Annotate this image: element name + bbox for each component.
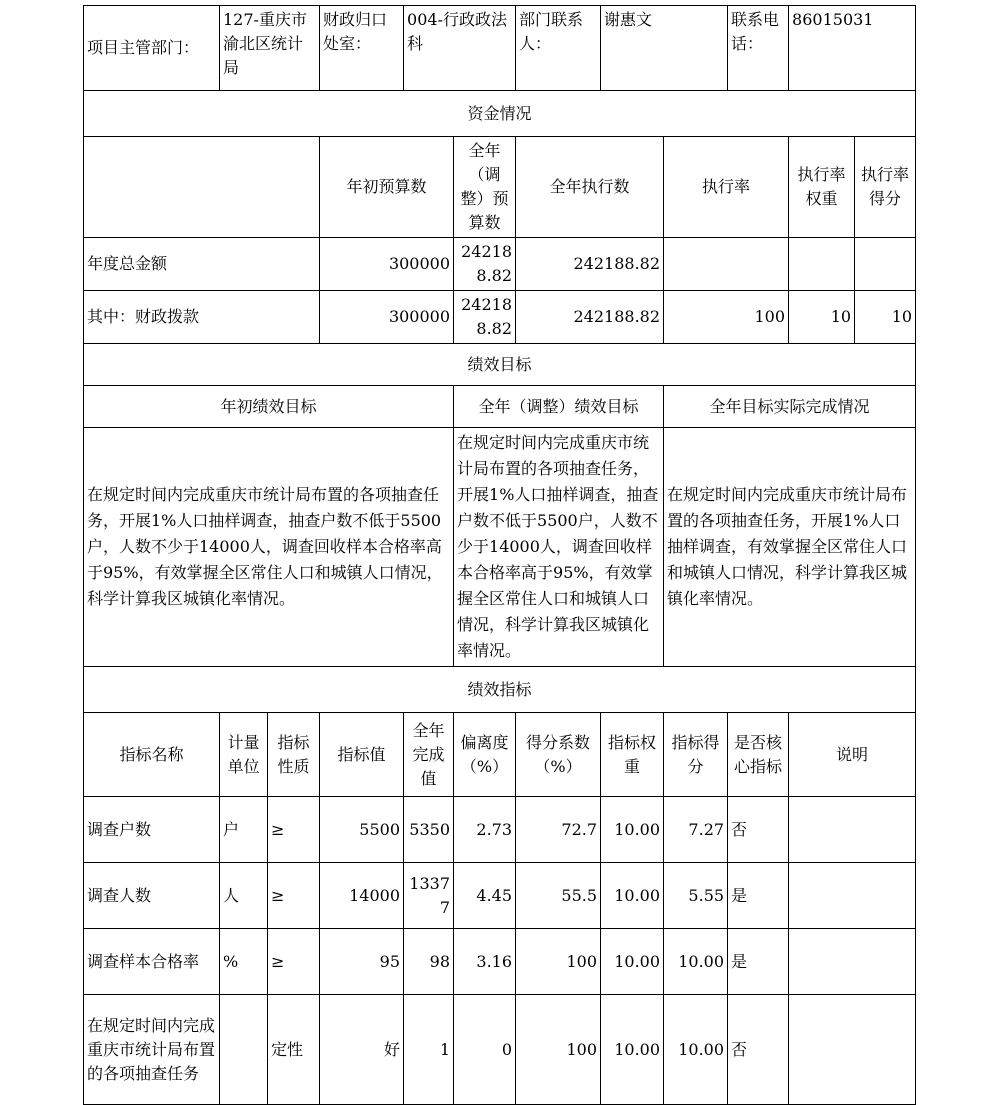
funds-row-label: 其中：财政拨款	[84, 291, 320, 344]
funds-rate-value: 100	[664, 291, 789, 344]
ind-nature: ≥	[268, 863, 320, 929]
indicator-row	[84, 995, 916, 1105]
ind-note	[789, 863, 916, 929]
funds-col-weight: 执行率权重	[789, 137, 855, 238]
goals-actual-text: 在规定时间内完成重庆市统计局布置的各项抽查任务，开展1%人口抽样调查，有效掌握全区常住人口和城镇人口情况，科学计算我区城镇化率情况。	[664, 428, 916, 667]
funds-row-fiscal	[84, 291, 916, 344]
ind-score: 5.55	[664, 863, 728, 929]
ind-weight: 10.00	[601, 929, 664, 995]
ind-core: 是	[728, 863, 789, 929]
ind-coef: 100	[516, 995, 601, 1105]
ind-coef: 55.5	[516, 863, 601, 929]
ind-core: 是	[728, 929, 789, 995]
ind-actual: 13377	[404, 863, 454, 929]
funds-weight-value: 10	[789, 291, 855, 344]
ind-nature: ≥	[268, 797, 320, 863]
office-label: 财政归口处室：	[320, 6, 404, 91]
ind-weight: 10.00	[601, 995, 664, 1105]
goals-section-title: 绩效目标	[84, 344, 916, 386]
funds-initial-value: 300000	[320, 238, 454, 291]
ind-unit: 人	[220, 863, 268, 929]
funds-col-initial: 年初预算数	[320, 137, 454, 238]
ind-note	[789, 929, 916, 995]
indicators-title-row	[84, 667, 916, 713]
ind-col-deviation: 偏离度（%）	[454, 713, 516, 797]
header-row	[84, 6, 916, 91]
ind-actual: 5350	[404, 797, 454, 863]
ind-target: 5500	[320, 797, 404, 863]
ind-nature: 定性	[268, 995, 320, 1105]
funds-score-value	[855, 238, 916, 291]
indicators-section-title: 绩效指标	[84, 667, 916, 713]
funds-row-total	[84, 238, 916, 291]
funds-adjusted-value: 242188.82	[454, 238, 516, 291]
funds-section-title: 资金情况	[84, 91, 916, 137]
ind-core: 否	[728, 797, 789, 863]
funds-weight-value	[789, 238, 855, 291]
ind-target: 14000	[320, 863, 404, 929]
goals-col-adjusted: 全年（调整）绩效目标	[454, 386, 664, 428]
ind-unit	[220, 995, 268, 1105]
funds-header-blank	[84, 137, 320, 238]
ind-col-name: 指标名称	[84, 713, 220, 797]
dept-value: 127-重庆市渝北区统计局	[220, 6, 320, 91]
funds-col-adjusted: 全年（调整）预算数	[454, 137, 516, 238]
goals-col-actual: 全年目标实际完成情况	[664, 386, 916, 428]
ind-weight: 10.00	[601, 797, 664, 863]
ind-unit: 户	[220, 797, 268, 863]
ind-weight: 10.00	[601, 863, 664, 929]
ind-col-score: 指标得分	[664, 713, 728, 797]
ind-col-actual: 全年完成值	[404, 713, 454, 797]
office-value: 004-行政政法科	[404, 6, 516, 91]
goals-adjusted-text: 在规定时间内完成重庆市统计局布置的各项抽查任务，开展1%人口抽样调查，抽查户数不低于5500户，人数不少于14000人，调查回收样本合格率高于95%，有效掌握全区常住人口和城镇人口情况，科学计算我区城镇化率情况。	[454, 428, 664, 667]
ind-score: 7.27	[664, 797, 728, 863]
indicators-header-row	[84, 713, 916, 797]
goals-initial-text: 在规定时间内完成重庆市统计局布置的各项抽查任务，开展1%人口抽样调查，抽查户数不低于5500户，人数不少于14000人，调查回收样本合格率高于95%，有效掌握全区常住人口和城镇人口情况，科学计算我区城镇化率情况。	[84, 428, 454, 667]
indicator-row	[84, 863, 916, 929]
ind-note	[789, 797, 916, 863]
ind-col-core: 是否核心指标	[728, 713, 789, 797]
funds-score-value: 10	[855, 291, 916, 344]
ind-target: 好	[320, 995, 404, 1105]
ind-name: 在规定时间内完成重庆市统计局布置的各项抽查任务	[84, 995, 220, 1105]
ind-actual: 1	[404, 995, 454, 1105]
goals-title-row	[84, 344, 916, 386]
ind-score: 10.00	[664, 995, 728, 1105]
funds-header-row	[84, 137, 916, 238]
ind-deviation: 2.73	[454, 797, 516, 863]
goals-text-row	[84, 428, 916, 667]
phone-label: 联系电话：	[728, 6, 789, 91]
ind-name: 调查样本合格率	[84, 929, 220, 995]
indicator-row	[84, 929, 916, 995]
ind-col-weight: 指标权重	[601, 713, 664, 797]
ind-unit: %	[220, 929, 268, 995]
ind-target: 95	[320, 929, 404, 995]
indicator-row	[84, 797, 916, 863]
goals-header-row	[84, 386, 916, 428]
ind-col-unit: 计量单位	[220, 713, 268, 797]
ind-coef: 72.7	[516, 797, 601, 863]
ind-name: 调查户数	[84, 797, 220, 863]
ind-col-note: 说明	[789, 713, 916, 797]
funds-initial-value: 300000	[320, 291, 454, 344]
funds-col-score: 执行率得分	[855, 137, 916, 238]
funds-row-label: 年度总金额	[84, 238, 320, 291]
funds-executed-value: 242188.82	[516, 238, 664, 291]
ind-actual: 98	[404, 929, 454, 995]
ind-score: 10.00	[664, 929, 728, 995]
dept-label: 项目主管部门：	[84, 6, 220, 91]
funds-executed-value: 242188.82	[516, 291, 664, 344]
ind-col-target: 指标值	[320, 713, 404, 797]
funds-col-executed: 全年执行数	[516, 137, 664, 238]
ind-col-nature: 指标性质	[268, 713, 320, 797]
contact-value: 谢惠文	[601, 6, 728, 91]
ind-deviation: 0	[454, 995, 516, 1105]
funds-col-rate: 执行率	[664, 137, 789, 238]
goals-col-initial: 年初绩效目标	[84, 386, 454, 428]
performance-table	[83, 5, 916, 1105]
ind-nature: ≥	[268, 929, 320, 995]
phone-value: 86015031	[789, 6, 916, 91]
ind-name: 调查人数	[84, 863, 220, 929]
funds-adjusted-value: 242188.82	[454, 291, 516, 344]
ind-col-coef: 得分系数（%）	[516, 713, 601, 797]
ind-deviation: 4.45	[454, 863, 516, 929]
ind-note	[789, 995, 916, 1105]
ind-coef: 100	[516, 929, 601, 995]
contact-label: 部门联系人：	[516, 6, 601, 91]
ind-deviation: 3.16	[454, 929, 516, 995]
funds-rate-value	[664, 238, 789, 291]
ind-core: 否	[728, 995, 789, 1105]
funds-title-row	[84, 91, 916, 137]
